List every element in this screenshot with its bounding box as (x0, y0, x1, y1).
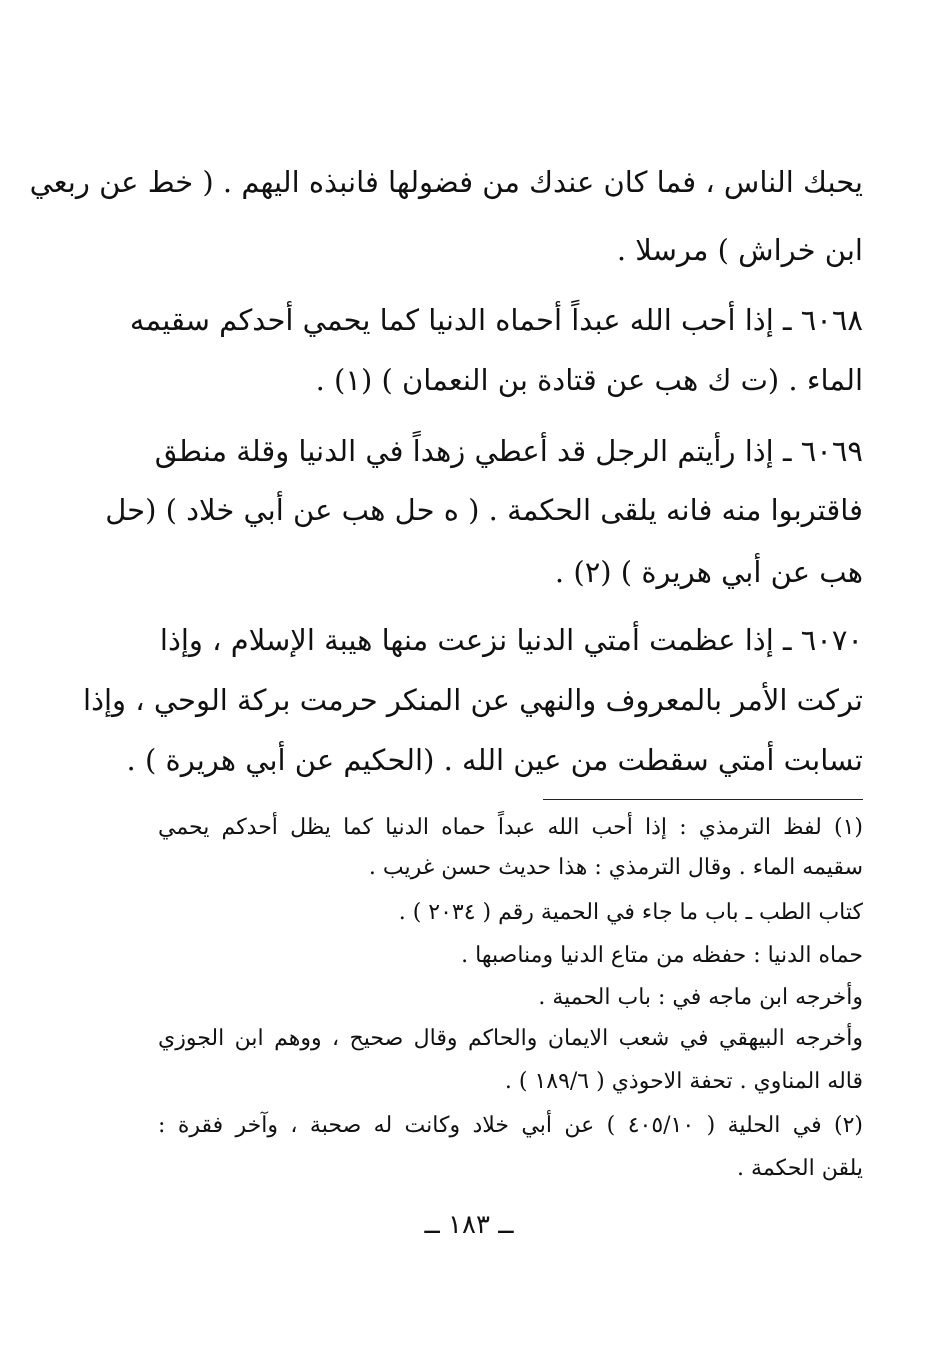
footnote-2-line: (٢) في الحلية ( ٤٠٥/١٠ ) عن أبي خلاد وكانت له صحبة ، وآخر فقرة : (158, 1113, 863, 1138)
footnote-line: حماه الدنيا : حفظه من متاع الدنيا ومناصبها . (461, 943, 863, 968)
footnote-line: سقيمه الماء . وقال الترمذي : هذا حديث حسن غريب . (368, 855, 863, 880)
footnote-line: وأخرجه البيهقي في شعب الايمان والحاكم وقال صحيح ، ووهم ابن الجوزي (158, 1026, 863, 1051)
text-line: فاقتربوا منه فانه يلقى الحكمة . ( ه حل هب عن أبي خلاد ) (حل (105, 493, 863, 527)
text-line: تسابت أمتي سقطت من عين الله . (الحكيم عن أبي هريرة ) . (126, 743, 863, 777)
text-line: الماء . (ت ك هب عن قتادة بن النعمان ) (١) . (315, 363, 863, 397)
footnote-line: وأخرجه ابن ماجه في : باب الحمية . (538, 985, 863, 1010)
hadith-6069-line: ٦٠٦٩ ـ إذا رأيتم الرجل قد أعطي زهداً في الدنيا وقلة منطق (154, 434, 863, 468)
text-line: يحبك الناس ، فما كان عندك من فضولها فانبذه اليهم . ( خط عن ربعي (29, 165, 863, 199)
hadith-6070-line: ٦٠٧٠ ـ إذا عظمت أمتي الدنيا نزعت منها هيبة الإسلام ، وإذا (159, 623, 863, 657)
page-number: ــ ١٨٣ ــ (424, 1210, 514, 1240)
footnote-line: كتاب الطب ـ باب ما جاء في الحمية رقم ( ٢٠٣٤ ) . (398, 900, 863, 925)
text-line: تركت الأمر بالمعروف والنهي عن المنكر حرمت بركة الوحي ، وإذا (83, 683, 863, 717)
footnote-line: يلقن الحكمة . (737, 1156, 863, 1181)
footnote-1-line: (١) لفظ الترمذي : إذا أحب الله عبداً حماه الدنيا كما يظل أحدكم يحمي (158, 815, 863, 840)
hadith-6068-line: ٦٠٦٨ ـ إذا أحب الله عبداً أحماه الدنيا كما يحمي أحدكم سقيمه (129, 303, 863, 337)
footnote-divider (543, 799, 863, 800)
text-line: ابن خراش ) مرسلا . (616, 233, 863, 267)
text-line: هب عن أبي هريرة ) (٢) . (554, 555, 863, 589)
footnote-line: قاله المناوي . تحفة الاحوذي ( ١٨٩/٦ ) . (504, 1069, 863, 1094)
